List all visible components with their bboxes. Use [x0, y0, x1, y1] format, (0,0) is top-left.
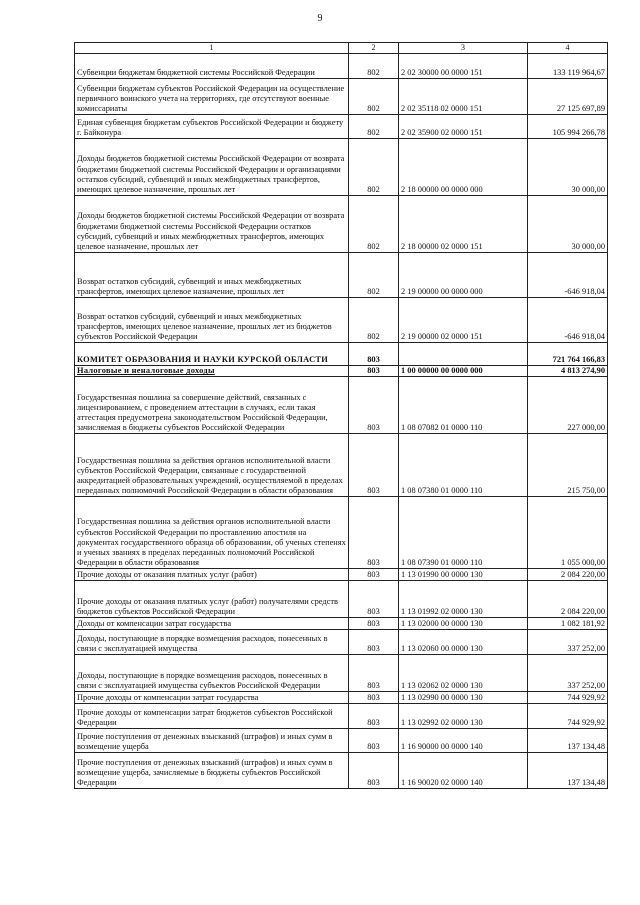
row-description: Государственная пошлина за действия органов исполнительной власти субъектов Российской Федерации, связанные с государственной аккредитацией образовательных учреждений, осуществляемой в пределах переданных полномочий Российской Федерации в области образования — [75, 434, 349, 497]
table-row — [75, 692, 608, 704]
row-admin-code: 803 — [349, 434, 399, 497]
row-description: Доходы от компенсации затрат государства — [75, 618, 349, 630]
row-amount: 1 055 000,00 — [528, 497, 608, 569]
table-row — [75, 630, 608, 655]
row-budget-code: 1 13 02062 02 0000 130 — [399, 655, 528, 692]
row-admin-code: 802 — [349, 196, 399, 253]
row-budget-code: 2 18 00000 02 0000 151 — [399, 196, 528, 253]
table-row — [75, 434, 608, 497]
table-row — [75, 139, 608, 196]
row-amount: 2 084 220,00 — [528, 581, 608, 618]
row-description: Доходы, поступающие в порядке возмещения расходов, понесенных в связи с эксплуатацией имущества субъектов Российской Федерации — [75, 655, 349, 692]
row-budget-code: 1 13 01990 00 0000 130 — [399, 569, 528, 581]
row-admin-code: 802 — [349, 298, 399, 343]
row-budget-code: 2 19 00000 00 0000 000 — [399, 253, 528, 298]
row-description: Прочие доходы от оказания платных услуг (работ) получателями средств бюджетов субъектов Российской Федерации — [75, 581, 349, 618]
row-description: Государственная пошлина за действия органов исполнительной власти субъектов Российской Федерации по проставлению апостиля на документах государственного образца об образовании, об ученых степенях и ученых званиях в пределах переданных полномочий Российской Федерации в области образования — [75, 497, 349, 569]
row-budget-code: 1 08 07390 01 0000 110 — [399, 497, 528, 569]
row-amount: 227 000,00 — [528, 377, 608, 434]
row-amount: 27 125 697,89 — [528, 79, 608, 115]
table-row — [75, 704, 608, 729]
column-header: 1 — [75, 43, 349, 54]
row-budget-code: 2 02 35900 02 0000 151 — [399, 115, 528, 139]
table-row — [75, 253, 608, 298]
row-amount: 744 929,92 — [528, 704, 608, 729]
table-row — [75, 655, 608, 692]
row-budget-code: 1 08 07082 01 0000 110 — [399, 377, 528, 434]
row-budget-code: 1 08 07380 01 0000 110 — [399, 434, 528, 497]
row-amount: -646 918,04 — [528, 253, 608, 298]
row-amount: 133 119 964,67 — [528, 54, 608, 79]
row-admin-code: 802 — [349, 115, 399, 139]
row-description: Прочие доходы от компенсации затрат государства — [75, 692, 349, 704]
row-budget-code: 1 13 02000 00 0000 130 — [399, 618, 528, 630]
row-amount: 137 134,48 — [528, 729, 608, 753]
table-row — [75, 343, 608, 366]
row-description: Государственная пошлина за совершение действий, связанных с лицензированием, с проведением аттестации в случаях, если такая аттестация предусмотрена законодательством Российской Федерации, зачисляемая в бюджеты субъектов Российской Федерации — [75, 377, 349, 434]
row-admin-code: 803 — [349, 377, 399, 434]
row-amount: 1 082 181,92 — [528, 618, 608, 630]
row-description: Субвенции бюджетам субъектов Российской Федерации на осуществление первичного воинского учета на территориях, где отсутствуют военные комиссариаты — [75, 79, 349, 115]
row-admin-code: 802 — [349, 79, 399, 115]
row-description: Прочие доходы от оказания платных услуг (работ) — [75, 569, 349, 581]
row-description: Доходы, поступающие в порядке возмещения расходов, понесенных в связи с эксплуатацией имущества — [75, 630, 349, 655]
row-description: Возврат остатков субсидий, субвенций и иных межбюджетных трансфертов, имеющих целевое назначение, прошлых лет — [75, 253, 349, 298]
row-description: Доходы бюджетов бюджетной системы Российской Федерации от возврата бюджетами бюджетной системы Российской Федерации остатков субсидий, субвенций и иных межбюджетных трансфертов, имеющих целевое назначение, прошлых лет — [75, 196, 349, 253]
table-row — [75, 115, 608, 139]
row-description: Прочие доходы от компенсации затрат бюджетов субъектов Российской Федерации — [75, 704, 349, 729]
row-admin-code: 802 — [349, 54, 399, 79]
row-amount: 337 252,00 — [528, 655, 608, 692]
row-admin-code: 803 — [349, 497, 399, 569]
row-budget-code: 2 02 35118 02 0000 151 — [399, 79, 528, 115]
row-amount: 2 084 220,00 — [528, 569, 608, 581]
table-row — [75, 497, 608, 569]
row-budget-code — [399, 343, 528, 366]
row-amount: -646 918,04 — [528, 298, 608, 343]
row-description: Возврат остатков субсидий, субвенций и иных межбюджетных трансфертов, имеющих целевое назначение, прошлых лет из бюджетов субъектов Российской Федерации — [75, 298, 349, 343]
row-admin-code: 803 — [349, 729, 399, 753]
row-amount: 4 813 274,90 — [528, 366, 608, 377]
table-row — [75, 366, 608, 377]
row-budget-code: 1 16 90000 00 0000 140 — [399, 729, 528, 753]
row-description-text: Налоговые и неналоговые доходы — [77, 366, 215, 376]
row-admin-code: 803 — [349, 630, 399, 655]
row-budget-code: 1 16 90020 02 0000 140 — [399, 753, 528, 789]
row-amount: 337 252,00 — [528, 630, 608, 655]
row-amount: 30 000,00 — [528, 196, 608, 253]
table-row — [75, 54, 608, 79]
row-admin-code: 803 — [349, 753, 399, 789]
row-admin-code: 803 — [349, 581, 399, 618]
row-admin-code: 803 — [349, 366, 399, 377]
row-amount: 105 994 266,78 — [528, 115, 608, 139]
table-header-row — [75, 43, 608, 54]
row-budget-code: 1 00 00000 00 0000 000 — [399, 366, 528, 377]
row-budget-code: 2 18 00000 00 0000 000 — [399, 139, 528, 196]
table-row — [75, 581, 608, 618]
row-description: КОМИТЕТ ОБРАЗОВАНИЯ И НАУКИ КУРСКОЙ ОБЛАСТИ — [75, 343, 349, 366]
table-row — [75, 196, 608, 253]
row-admin-code: 802 — [349, 253, 399, 298]
row-admin-code: 802 — [349, 139, 399, 196]
row-budget-code: 1 13 02992 02 0000 130 — [399, 704, 528, 729]
row-description: Доходы бюджетов бюджетной системы Российской Федерации от возврата бюджетами бюджетной системы Российской Федерации и организациями остатков субсидий, субвенций и иных межбюджетных трансфертов, имеющих целевое назначение, прошлых лет — [75, 139, 349, 196]
column-header: 2 — [349, 43, 399, 54]
row-amount: 137 134,48 — [528, 753, 608, 789]
table-row — [75, 298, 608, 343]
row-description: Прочие поступления от денежных взысканий (штрафов) и иных сумм в возмещение ущерба — [75, 729, 349, 753]
row-admin-code: 803 — [349, 618, 399, 630]
row-admin-code: 803 — [349, 655, 399, 692]
row-amount: 215 750,00 — [528, 434, 608, 497]
row-admin-code: 803 — [349, 704, 399, 729]
row-admin-code: 803 — [349, 569, 399, 581]
page-number: 9 — [317, 13, 323, 24]
column-header: 3 — [399, 43, 528, 54]
row-budget-code: 1 13 02060 00 0000 130 — [399, 630, 528, 655]
table-row — [75, 377, 608, 434]
row-admin-code: 803 — [349, 343, 399, 366]
table-row — [75, 618, 608, 630]
column-header: 4 — [528, 43, 608, 54]
table-row — [75, 569, 608, 581]
row-amount: 30 000,00 — [528, 139, 608, 196]
row-description: Прочие поступления от денежных взысканий (штрафов) и иных сумм в возмещение ущерба, зачисляемые в бюджеты субъектов Российской Федерации — [75, 753, 349, 789]
row-amount: 744 929,92 — [528, 692, 608, 704]
row-description: Единая субвенция бюджетам субъектов Российской Федерации и бюджету г. Байконура — [75, 115, 349, 139]
table-row — [75, 729, 608, 753]
row-description — [75, 366, 349, 377]
row-amount: 721 764 166,83 — [528, 343, 608, 366]
table-row — [75, 753, 608, 789]
row-budget-code: 1 13 01992 02 0000 130 — [399, 581, 528, 618]
row-budget-code: 2 19 00000 02 0000 151 — [399, 298, 528, 343]
revenue-table — [74, 42, 608, 789]
row-admin-code: 803 — [349, 692, 399, 704]
row-budget-code: 2 02 30000 00 0000 151 — [399, 54, 528, 79]
table-row — [75, 79, 608, 115]
row-budget-code: 1 13 02990 00 0000 130 — [399, 692, 528, 704]
row-description: Субвенции бюджетам бюджетной системы Российской Федерации — [75, 54, 349, 79]
